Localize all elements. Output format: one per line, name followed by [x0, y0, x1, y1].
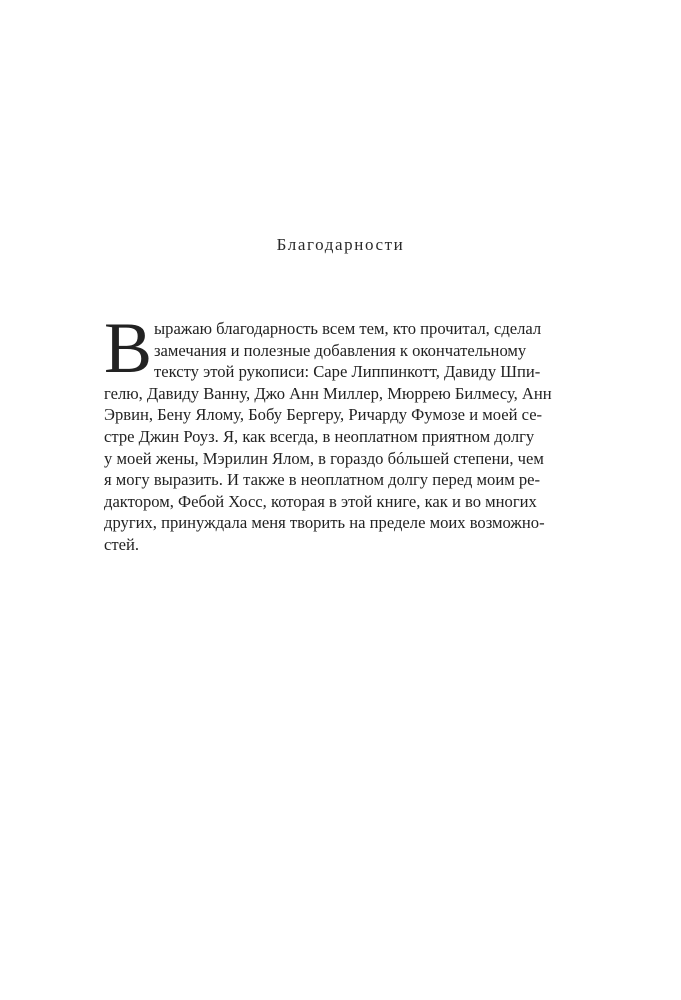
paragraph-line: гелю, Давиду Ванну, Джо Анн Миллер, Мюррею Билмесу, Анн [104, 383, 552, 403]
paragraph-line: дактором, Фебой Хосс, которая в этой книге, как и во многих [104, 491, 537, 511]
acknowledgments-paragraph [104, 308, 576, 556]
paragraph-line: ыражаю благодарность всем тем, кто прочитал, сделал [154, 319, 542, 338]
page-title: Благодарности [276, 235, 405, 254]
paragraph-line: стре Джин Роуз. Я, как всегда, в неоплатном приятном долгу [104, 426, 535, 446]
paragraph-line: у моей жены, Мэрилин Ялом, в гораздо бóльшей степени, чем [104, 448, 544, 468]
paragraph-line: я могу выразить. И также в неоплатном долгу перед моим ре- [104, 470, 541, 490]
paragraph-line: замечания и полезные добавления к окончательному [154, 340, 527, 360]
drop-cap: В [104, 308, 153, 388]
paragraph-line: других, принуждала меня творить на пределе моих возможно- [104, 513, 545, 533]
paragraph-line: Эрвин, Бену Ялому, Бобу Бергеру, Ричарду Фумозе и моей се- [104, 405, 543, 425]
paragraph-line: стей. [104, 534, 140, 554]
paragraph-line: тексту этой рукописи: Саре Липпинкотт, Давиду Шпи- [154, 362, 541, 382]
